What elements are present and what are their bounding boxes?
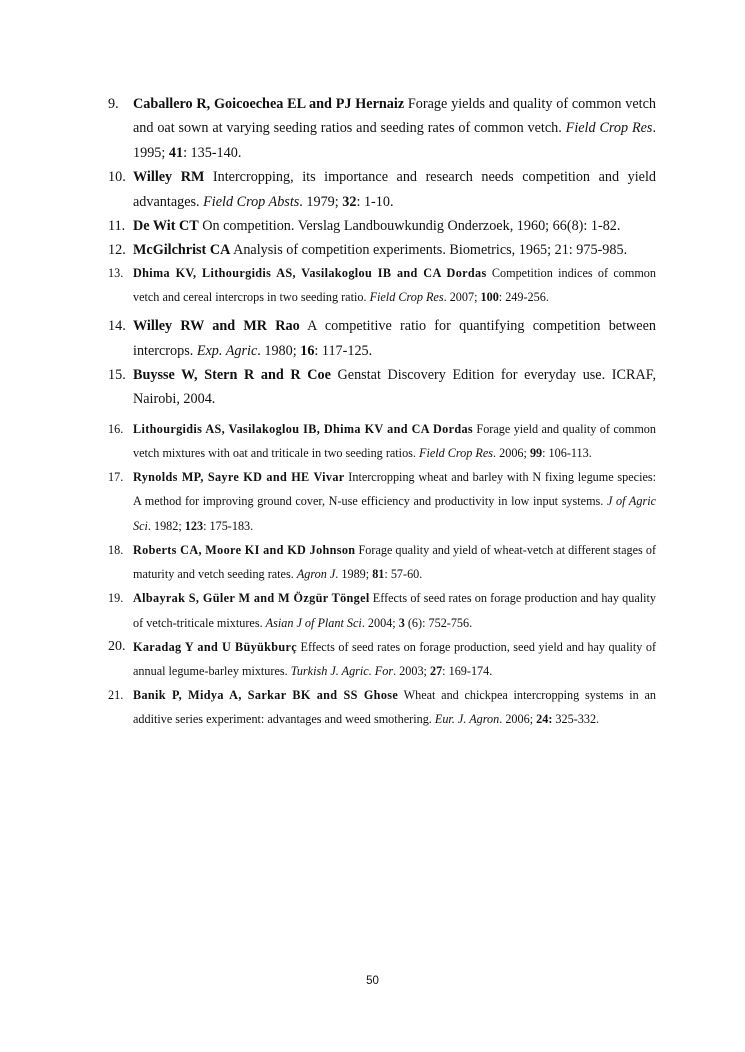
reference-item-9 [108, 92, 656, 165]
reference-journal: Exp. Agric [196, 342, 258, 359]
reference-text [133, 683, 656, 731]
reference-item-15 [108, 363, 656, 412]
reference-year: . 2007; [443, 290, 481, 305]
reference-volume: 99 [529, 446, 543, 461]
reference-volume: 100 [480, 290, 499, 305]
reference-item-18 [108, 538, 656, 586]
reference-item-12 [108, 238, 656, 262]
reference-pages: : 106-113. [542, 446, 592, 461]
reference-year: . 1982; [147, 518, 185, 533]
reference-pages: : 117-125. [314, 342, 373, 359]
reference-pages: (6): 752-756. [404, 615, 473, 630]
reference-text [133, 417, 656, 465]
reference-text [133, 92, 656, 165]
reference-number: 21. [108, 688, 124, 703]
reference-volume: 32 [342, 193, 357, 210]
reference-item-21 [108, 683, 656, 731]
reference-authors: De Wit CT [133, 218, 199, 235]
reference-journal: Field Crop Res [369, 290, 444, 305]
reference-number: 14. [108, 318, 126, 335]
reference-text [133, 635, 656, 683]
reference-journal: Field Crop Res [565, 120, 653, 137]
reference-authors: Albayrak S, Güler M and M Özgür Töngel [133, 591, 370, 606]
reference-number: 13. [108, 265, 124, 280]
reference-text [133, 165, 656, 214]
reference-title: Genstat Discovery Edition for everyday use. ICRAF, Nairobi, 2004. [133, 367, 656, 408]
reference-journal: Eur. J. Agron [434, 712, 500, 727]
reference-item-16 [108, 417, 656, 465]
reference-item-19 [108, 586, 656, 634]
reference-item-14 [108, 314, 656, 363]
reference-authors: Roberts CA, Moore KI and KD Johnson [133, 542, 356, 557]
reference-authors: Karadag Y and U Büyükburç [133, 639, 298, 654]
reference-volume: 27 [429, 663, 443, 678]
page-number: 50 [366, 975, 379, 987]
reference-authors: Dhima KV, Lithourgidis AS, Vasilakoglou IB and CA Dordas [133, 265, 487, 280]
reference-journal: Asian J of Plant Sci [265, 615, 362, 630]
reference-item-13 [108, 261, 656, 309]
reference-number: 12. [108, 242, 126, 259]
reference-number: 10. [108, 169, 126, 186]
reference-volume: 41 [168, 144, 184, 161]
reference-authors: Rynolds MP, Sayre KD and HE Vivar [133, 470, 345, 485]
reference-authors: Buysse W, Stern R and R Coe [133, 367, 331, 384]
reference-text [133, 214, 656, 238]
reference-year: . 2004; [361, 615, 399, 630]
reference-item-17 [108, 465, 656, 538]
reference-year: . 1979; [299, 193, 343, 210]
reference-text [133, 238, 656, 262]
reference-journal: J of Agric Sci [133, 494, 657, 533]
reference-year: . 1980; [257, 342, 301, 359]
reference-item-10 [108, 165, 656, 214]
reference-pages: : 249-256. [498, 290, 549, 305]
reference-journal: Field Crop Res [419, 446, 494, 461]
reference-journal: Turkish J. Agric. For [290, 663, 394, 678]
reference-title: Effects of seed rates on forage production and hay quality of vetch-triticale mixtures. [133, 591, 657, 630]
reference-year: . 2006; [493, 446, 530, 461]
reference-number: 20. [108, 638, 126, 654]
reference-text [133, 314, 656, 363]
reference-authors: Willey RM [133, 169, 205, 186]
reference-title: Wheat and chickpea intercropping systems in an additive series experiment: advantages and weed smothering. [133, 688, 656, 727]
reference-journal: Field Crop Absts [203, 193, 300, 210]
reference-pages: : 57-60. [384, 567, 423, 582]
reference-title: A competitive ratio for quantifying competition between intercrops. [133, 318, 656, 359]
reference-authors: Banik P, Midya A, Sarkar BK and SS Ghose [133, 688, 399, 703]
reference-title: Intercropping, its importance and research needs competition and yield advantages. [133, 169, 656, 210]
reference-authors: McGilchrist CA [133, 242, 231, 259]
reference-volume: 16 [300, 342, 315, 359]
reference-authors: Caballero R, Goicoechea EL and PJ Hernaiz [133, 96, 405, 112]
reference-text [133, 465, 656, 538]
reference-authors: Willey RW and MR Rao [133, 318, 300, 335]
reference-number: 17. [108, 470, 124, 485]
reference-journal: Agron J [296, 567, 336, 582]
reference-item-11 [108, 214, 656, 238]
reference-title: Competition indices of common vetch and cereal intercrops in two seeding ratio. [133, 265, 656, 305]
reference-number: 11. [108, 218, 126, 235]
reference-volume: 81 [372, 567, 385, 582]
reference-title: Intercropping wheat and barley with N fixing legume species: A method for improving ground cover, N-use efficiency and productivity in low input systems. [133, 470, 656, 509]
reference-list [108, 92, 656, 732]
reference-year: . 1995; [133, 120, 656, 161]
reference-pages: 325-332. [552, 712, 600, 727]
reference-number: 15. [108, 367, 126, 384]
reference-title: Analysis of competition experiments. Biometrics, 1965; 21: 975-985. [230, 242, 628, 259]
reference-pages: : 175-183. [203, 518, 254, 533]
reference-year: . 2003; [393, 663, 430, 678]
reference-title: On competition. Verslag Landbouwkundig Onderzoek, 1960; 66(8): 1-82. [198, 218, 621, 235]
reference-pages: : 1-10. [356, 193, 394, 210]
reference-text [133, 538, 656, 586]
reference-year: . 1989; [335, 567, 373, 582]
reference-number: 16. [108, 421, 124, 436]
reference-number: 18. [108, 542, 124, 557]
reference-title: Forage quality and yield of wheat-vetch at different stages of maturity and vetch seeding rates. [133, 542, 656, 582]
reference-volume: 24: [536, 712, 553, 727]
reference-text [133, 363, 656, 412]
reference-item-20 [108, 635, 656, 683]
reference-title: Forage yields and quality of common vetch and oat sown at varying seeding ratios and seeding rates of common vetch. [133, 96, 656, 137]
reference-pages: : 169-174. [442, 663, 493, 678]
reference-title: Forage yield and quality of common vetch mixtures with oat and triticale in two seeding ratios. [133, 421, 656, 461]
reference-authors: Lithourgidis AS, Vasilakoglou IB, Dhima KV and CA Dordas [133, 421, 474, 436]
reference-volume: 123 [184, 518, 204, 533]
reference-pages: : 135-140. [183, 144, 242, 161]
reference-number: 9. [108, 96, 119, 112]
reference-number: 19. [108, 591, 124, 606]
reference-year: . 2006; [499, 712, 537, 727]
reference-volume: 3 [398, 615, 405, 630]
reference-text [133, 261, 656, 309]
reference-text [133, 586, 656, 634]
reference-title: Effects of seed rates on forage production, seed yield and hay quality of annual legume-barley mixtures. [133, 639, 656, 678]
